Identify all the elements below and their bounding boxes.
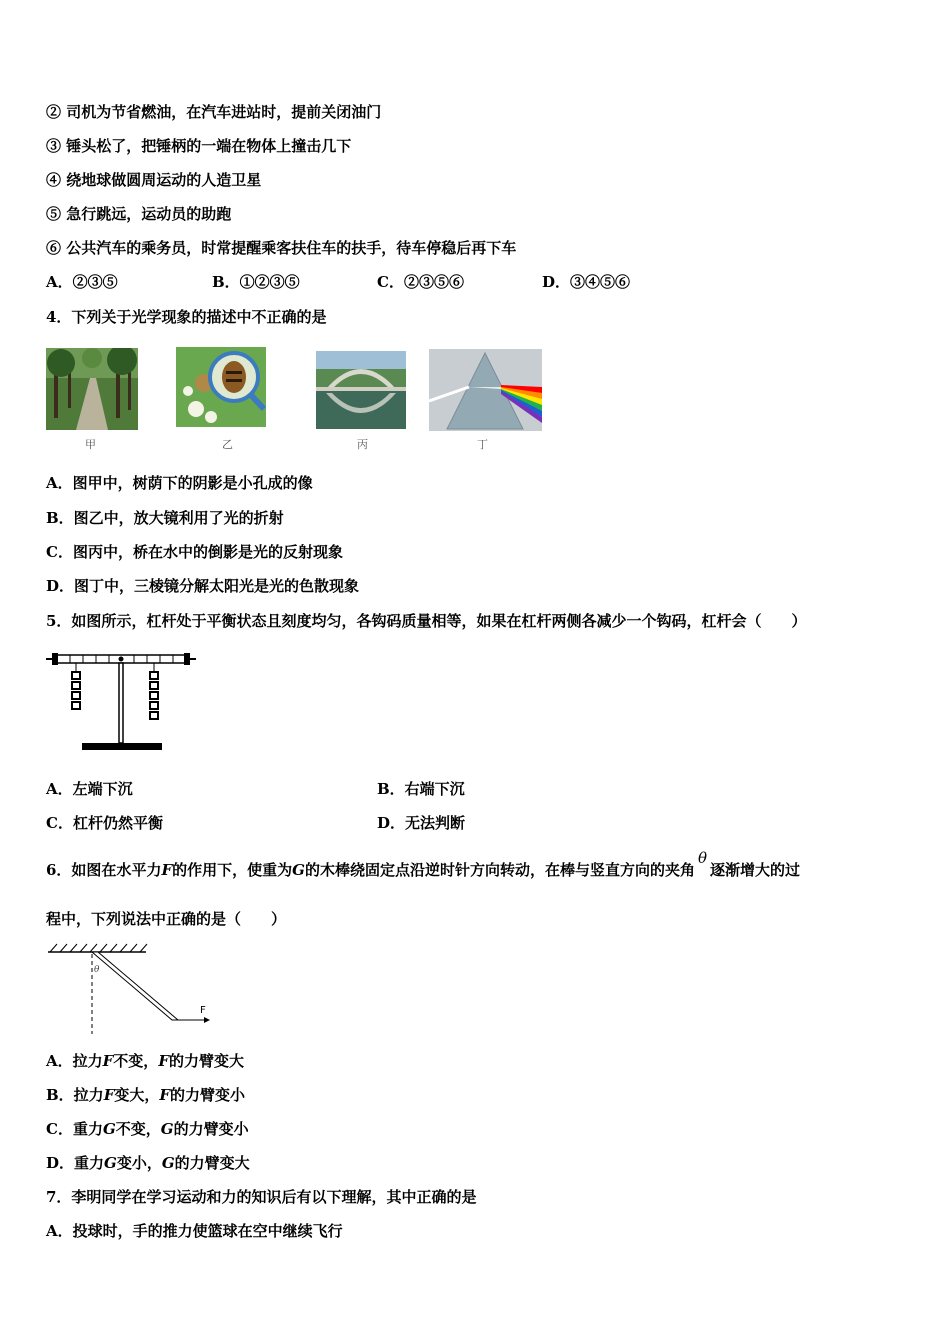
q7-option-a: A．投球时，手的推力使篮球在空中继续飞行 [46, 1222, 343, 1240]
q4-option-c: C．图丙中，桥在水中的倒影是光的反射现象 [46, 543, 343, 561]
q6-option-d: D．重力G变小，G的力臂变大 [46, 1154, 250, 1172]
q5-stem: 5．如图所示，杠杆处于平衡状态且刻度均匀，各钩码质量相等，如果在杠杆两侧各减少一个钩码，杠杆会（ ） [46, 612, 807, 630]
caption-ding: 丁 [477, 438, 488, 451]
lever-diagram [46, 648, 196, 756]
bridge-reflection-photo [316, 351, 406, 429]
q6-option-a: A．拉力F不变，F的力臂变大 [46, 1052, 244, 1070]
fig-force-label: F [200, 1005, 206, 1016]
q5-option-a: A．左端下沉 [46, 780, 133, 798]
q5-option-d: D．无法判断 [377, 814, 466, 832]
q4-stem: 4．下列关于光学现象的描述中不正确的是 [46, 308, 327, 326]
q6-stem-line2: 程中，下列说法中正确的是（ ） [46, 910, 287, 928]
fig-theta-label: θ [94, 965, 100, 975]
q5-option-b: B．右端下沉 [377, 780, 465, 798]
caption-yi: 乙 [222, 438, 233, 451]
q3-option-d: D．③④⑤⑥ [542, 273, 631, 291]
tree-shade-photo [46, 348, 138, 430]
q3-item-3: ③ 锤头松了，把锤柄的一端在物体上撞击几下 [46, 137, 352, 155]
rotating-rod-diagram [46, 942, 216, 1037]
q4-option-b: B．图乙中，放大镜利用了光的折射 [46, 509, 284, 527]
q3-item-2: ② 司机为节省燃油，在汽车进站时，提前关闭油门 [46, 103, 382, 121]
prism-dispersion-diagram [429, 349, 542, 431]
q3-option-a: A．②③⑤ [46, 273, 118, 291]
q4-option-d: D．图丁中，三棱镜分解太阳光是光的色散现象 [46, 577, 360, 595]
caption-jia: 甲 [85, 438, 96, 451]
q7-stem: 7．李明同学在学习运动和力的知识后有以下理解，其中正确的是 [46, 1188, 477, 1206]
q3-option-c: C．②③⑤⑥ [377, 273, 464, 291]
q5-option-c: C．杠杆仍然平衡 [46, 814, 163, 832]
q4-option-a: A．图甲中，树荫下的阴影是小孔成的像 [46, 474, 313, 492]
q6-option-c: C．重力G不变，G的力臂变小 [46, 1120, 249, 1138]
q6-stem-line1: 6．如图在水平力F的作用下，使重为G的木棒绕固定点沿逆时针方向转动，在棒与竖直方向的夹角θ逐渐增大的过 [46, 849, 800, 879]
caption-bing: 丙 [357, 438, 368, 451]
magnifier-photo [176, 347, 266, 427]
q3-item-5: ⑤ 急行跳远，运动员的助跑 [46, 205, 232, 223]
q3-item-6: ⑥ 公共汽车的乘务员，时常提醒乘客扶住车的扶手，待车停稳后再下车 [46, 239, 517, 257]
q6-option-b: B．拉力F变大，F的力臂变小 [46, 1086, 246, 1104]
q3-item-4: ④ 绕地球做圆周运动的人造卫星 [46, 171, 262, 189]
q3-option-b: B．①②③⑤ [212, 273, 300, 291]
